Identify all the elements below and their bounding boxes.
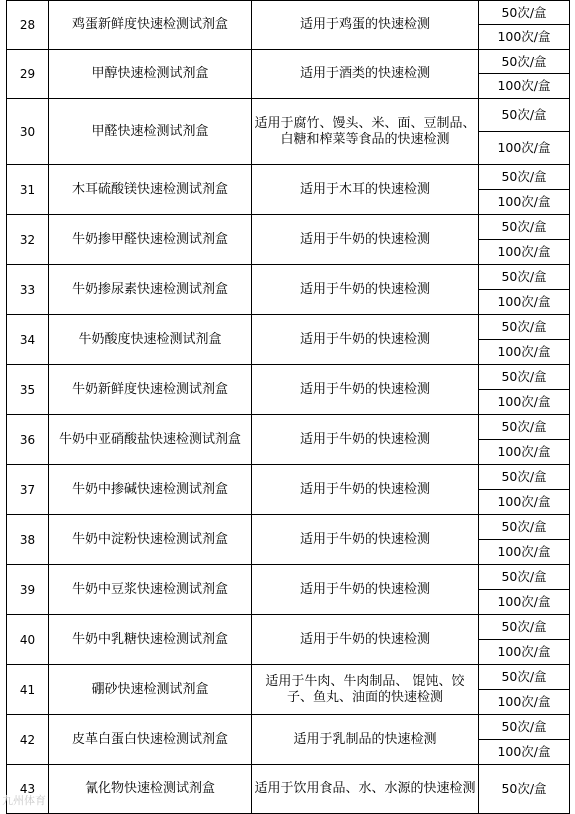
product-name: 木耳硫酸镁快速检测试剂盒 (49, 165, 252, 215)
product-usage: 适用于腐竹、馒头、米、面、豆制品、 白糖和榨菜等食品的快速检测 (252, 99, 479, 165)
package-spec: 100次/盒 (479, 74, 570, 99)
package-spec: 100次/盒 (479, 340, 570, 365)
table-row (7, 365, 570, 390)
table-row (7, 665, 570, 690)
package-spec: 100次/盒 (479, 25, 570, 50)
product-name: 牛奶新鲜度快速检测试剂盒 (49, 365, 252, 415)
table-row (7, 715, 570, 740)
product-usage: 适用于牛肉、牛肉制品、 馄饨、饺子、鱼丸、油面的快速检测 (252, 665, 479, 715)
product-usage: 适用于饮用食品、水、水源的快速检测 (252, 765, 479, 814)
product-usage: 适用于牛奶的快速检测 (252, 415, 479, 465)
package-spec: 50次/盒 (479, 415, 570, 440)
product-name: 硼砂快速检测试剂盒 (49, 665, 252, 715)
table-row (7, 1, 570, 25)
product-usage: 适用于乳制品的快速检测 (252, 715, 479, 765)
package-spec: 100次/盒 (479, 190, 570, 215)
row-number: 43 (7, 765, 49, 814)
table-row (7, 50, 570, 74)
product-usage: 适用于牛奶的快速检测 (252, 515, 479, 565)
table-row (7, 565, 570, 590)
row-number: 42 (7, 715, 49, 765)
table-row (7, 99, 570, 132)
package-spec: 50次/盒 (479, 365, 570, 390)
package-spec: 100次/盒 (479, 540, 570, 565)
package-spec: 100次/盒 (479, 132, 570, 165)
row-number: 32 (7, 215, 49, 265)
package-spec: 50次/盒 (479, 50, 570, 74)
table-row (7, 615, 570, 640)
product-usage: 适用于牛奶的快速检测 (252, 615, 479, 665)
package-spec: 50次/盒 (479, 615, 570, 640)
row-number: 34 (7, 315, 49, 365)
product-name: 牛奶掺尿素快速检测试剂盒 (49, 265, 252, 315)
product-usage: 适用于木耳的快速检测 (252, 165, 479, 215)
row-number: 28 (7, 1, 49, 50)
product-name: 牛奶酸度快速检测试剂盒 (49, 315, 252, 365)
row-number: 35 (7, 365, 49, 415)
product-name: 皮革白蛋白快速检测试剂盒 (49, 715, 252, 765)
package-spec: 100次/盒 (479, 640, 570, 665)
package-spec: 50次/盒 (479, 665, 570, 690)
product-name: 氰化物快速检测试剂盒 (49, 765, 252, 814)
row-number: 36 (7, 415, 49, 465)
row-number: 40 (7, 615, 49, 665)
package-spec: 50次/盒 (479, 515, 570, 540)
table-row (7, 765, 570, 814)
package-spec: 50次/盒 (479, 315, 570, 340)
table-row (7, 415, 570, 440)
product-name: 牛奶中乳糖快速检测试剂盒 (49, 615, 252, 665)
product-usage: 适用于牛奶的快速检测 (252, 565, 479, 615)
package-spec: 50次/盒 (479, 715, 570, 740)
product-name: 甲醇快速检测试剂盒 (49, 50, 252, 99)
product-usage: 适用于牛奶的快速检测 (252, 265, 479, 315)
product-usage: 适用于酒类的快速检测 (252, 50, 479, 99)
product-table (6, 0, 570, 814)
product-name: 牛奶中豆浆快速检测试剂盒 (49, 565, 252, 615)
row-number: 39 (7, 565, 49, 615)
product-name: 牛奶中掺碱快速检测试剂盒 (49, 465, 252, 515)
row-number: 38 (7, 515, 49, 565)
product-usage: 适用于牛奶的快速检测 (252, 315, 479, 365)
package-spec: 100次/盒 (479, 590, 570, 615)
package-spec: 100次/盒 (479, 390, 570, 415)
table-row (7, 315, 570, 340)
product-name: 牛奶掺甲醛快速检测试剂盒 (49, 215, 252, 265)
product-usage: 适用于鸡蛋的快速检测 (252, 1, 479, 50)
watermark: 九州体育 (2, 794, 46, 807)
package-spec: 100次/盒 (479, 690, 570, 715)
product-usage: 适用于牛奶的快速检测 (252, 465, 479, 515)
table-row (7, 215, 570, 240)
product-name: 牛奶中淀粉快速检测试剂盒 (49, 515, 252, 565)
table-row (7, 265, 570, 290)
product-name: 牛奶中亚硝酸盐快速检测试剂盒 (49, 415, 252, 465)
package-spec: 50次/盒 (479, 215, 570, 240)
product-usage: 适用于牛奶的快速检测 (252, 365, 479, 415)
package-spec: 100次/盒 (479, 490, 570, 515)
package-spec: 100次/盒 (479, 240, 570, 265)
table-row (7, 165, 570, 190)
row-number: 37 (7, 465, 49, 515)
table-row (7, 465, 570, 490)
package-spec: 50次/盒 (479, 1, 570, 25)
package-spec: 50次/盒 (479, 465, 570, 490)
package-spec: 100次/盒 (479, 290, 570, 315)
product-table-body (7, 1, 570, 814)
row-number: 31 (7, 165, 49, 215)
row-number: 29 (7, 50, 49, 99)
row-number: 41 (7, 665, 49, 715)
row-number: 30 (7, 99, 49, 165)
package-spec: 50次/盒 (479, 565, 570, 590)
package-spec: 50次/盒 (479, 99, 570, 132)
package-spec: 100次/盒 (479, 740, 570, 765)
table-row (7, 515, 570, 540)
row-number: 33 (7, 265, 49, 315)
product-name: 鸡蛋新鲜度快速检测试剂盒 (49, 1, 252, 50)
package-spec: 50次/盒 (479, 765, 570, 814)
package-spec: 50次/盒 (479, 265, 570, 290)
package-spec: 100次/盒 (479, 440, 570, 465)
product-usage: 适用于牛奶的快速检测 (252, 215, 479, 265)
product-name: 甲醛快速检测试剂盒 (49, 99, 252, 165)
package-spec: 50次/盒 (479, 165, 570, 190)
